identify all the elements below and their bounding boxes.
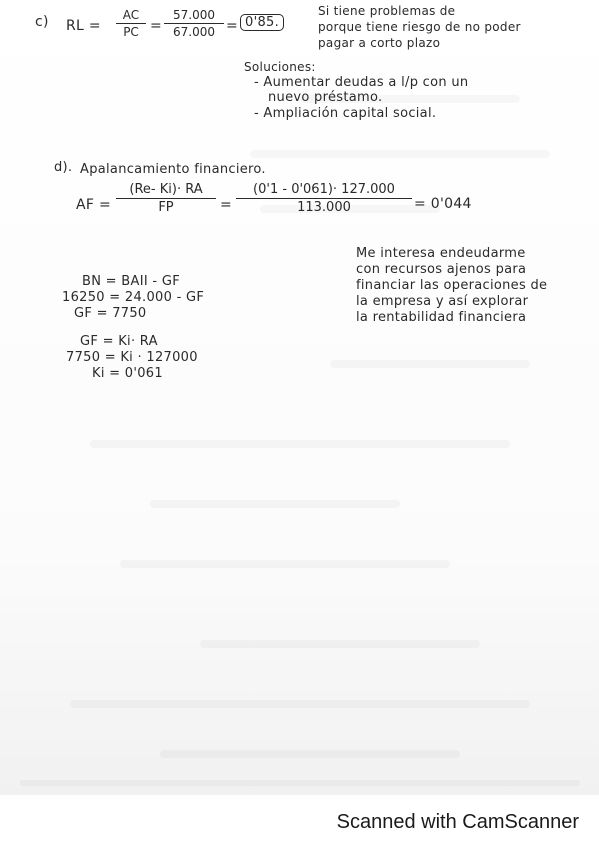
calc-line: 16250 = 24.000 - GF (62, 290, 205, 305)
calc-line: BN = BAII - GF (82, 274, 180, 289)
af-fraction-denominator: FP (158, 200, 174, 215)
rl-numeric-numerator: 57.000 (164, 8, 224, 24)
note-line: porque tiene riesgo de no poder (318, 20, 521, 34)
section-c-label: c) (35, 14, 49, 30)
rl-fraction-numerator: AC (116, 8, 146, 24)
equals-sign: = (220, 197, 233, 213)
equals-sign: = (150, 18, 163, 34)
comment-line: la empresa y así explorar (356, 294, 529, 309)
scanner-watermark-text: Scanned with CamScanner (336, 811, 579, 833)
rl-fraction-denominator: PC (123, 25, 139, 39)
comment-line: con recursos ajenos para (356, 262, 527, 277)
equals-sign: = (226, 18, 239, 34)
af-formula-lhs: AF = (76, 197, 112, 213)
rl-result-boxed: 0'85. (240, 14, 284, 31)
rl-numeric-denominator: 67.000 (173, 25, 215, 39)
solutions-title: Soluciones: (244, 60, 316, 74)
rl-fraction-symbolic (116, 8, 146, 39)
calc-line: GF = 7750 (74, 306, 147, 321)
section-d-title: Apalancamiento financiero. (80, 162, 266, 177)
af-result: = 0'044 (414, 196, 472, 212)
comment-line: financiar las operaciones de (356, 278, 548, 293)
af-numeric-numerator: (0'1 - 0'061)· 127.000 (236, 182, 412, 199)
note-line: Si tiene problemas de (318, 4, 456, 18)
af-numeric-denominator: 113.000 (297, 200, 351, 215)
comment-line: la rentabilidad financiera (356, 310, 527, 325)
solution-item: - Aumentar deudas a l/p con un (254, 75, 469, 90)
calc-line: 7750 = Ki · 127000 (66, 350, 198, 365)
af-fraction-numerator: (Re- Ki)· RA (116, 182, 216, 199)
calc-line: Ki = 0'061 (92, 366, 163, 381)
comment-line: Me interesa endeudarme (356, 246, 526, 261)
af-fraction-symbolic (116, 182, 216, 215)
note-line: pagar a corto plazo (318, 36, 441, 50)
af-fraction-numeric (236, 182, 412, 215)
section-d-label: d). (54, 160, 73, 175)
calc-line: GF = Ki· RA (80, 334, 158, 349)
scanner-footer (0, 795, 599, 848)
solution-item-continued: nuevo préstamo. (268, 90, 383, 105)
rl-formula-lhs: RL = (66, 18, 101, 34)
rl-fraction-numeric (164, 8, 224, 39)
solution-item: - Ampliación capital social. (254, 106, 437, 121)
